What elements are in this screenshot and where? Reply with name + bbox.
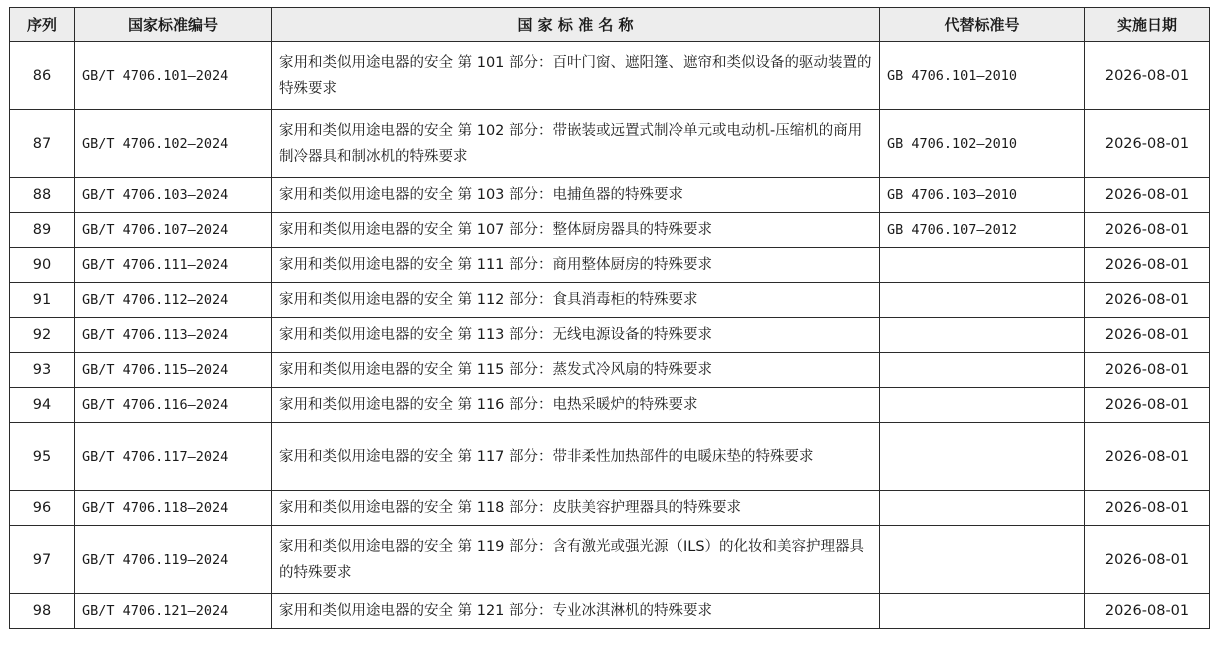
- cell-standard-name: 家用和类似用途电器的安全 第 113 部分：无线电源设备的特殊要求: [272, 318, 880, 353]
- table-row: [10, 42, 1210, 110]
- cell-standard-code: GB/T 4706.112—2024: [75, 283, 272, 318]
- cell-replaced-standard: GB 4706.101—2010: [880, 42, 1085, 110]
- cell-effective-date: 2026-08-01: [1085, 283, 1210, 318]
- cell-standard-name: 家用和类似用途电器的安全 第 101 部分：百叶门窗、遮阳篷、遮帘和类似设备的驱动装置的特殊要求: [272, 42, 880, 110]
- header-standard-name: 国 家 标 准 名 称: [272, 8, 880, 42]
- table-row: [10, 318, 1210, 353]
- cell-standard-name: 家用和类似用途电器的安全 第 112 部分：食具消毒柜的特殊要求: [272, 283, 880, 318]
- header-effective-date: 实施日期: [1085, 8, 1210, 42]
- cell-replaced-standard: [880, 388, 1085, 423]
- cell-effective-date: 2026-08-01: [1085, 388, 1210, 423]
- table-row: [10, 353, 1210, 388]
- cell-replaced-standard: [880, 491, 1085, 526]
- table-row: [10, 110, 1210, 178]
- cell-effective-date: 2026-08-01: [1085, 248, 1210, 283]
- table-row: [10, 423, 1210, 491]
- cell-standard-code: GB/T 4706.107—2024: [75, 213, 272, 248]
- cell-serial: 96: [10, 491, 75, 526]
- cell-serial: 92: [10, 318, 75, 353]
- cell-standard-code: GB/T 4706.111—2024: [75, 248, 272, 283]
- table-row: [10, 491, 1210, 526]
- cell-serial: 88: [10, 178, 75, 213]
- cell-standard-code: GB/T 4706.119—2024: [75, 526, 272, 594]
- cell-effective-date: 2026-08-01: [1085, 423, 1210, 491]
- cell-serial: 91: [10, 283, 75, 318]
- cell-replaced-standard: [880, 283, 1085, 318]
- cell-replaced-standard: GB 4706.102—2010: [880, 110, 1085, 178]
- cell-effective-date: 2026-08-01: [1085, 42, 1210, 110]
- cell-standard-name: 家用和类似用途电器的安全 第 111 部分：商用整体厨房的特殊要求: [272, 248, 880, 283]
- cell-standard-name: 家用和类似用途电器的安全 第 103 部分：电捕鱼器的特殊要求: [272, 178, 880, 213]
- cell-standard-code: GB/T 4706.102—2024: [75, 110, 272, 178]
- cell-replaced-standard: [880, 318, 1085, 353]
- table-row: [10, 283, 1210, 318]
- cell-effective-date: 2026-08-01: [1085, 491, 1210, 526]
- header-replaced-standard: 代替标准号: [880, 8, 1085, 42]
- cell-effective-date: 2026-08-01: [1085, 110, 1210, 178]
- standards-table-container: [9, 7, 1210, 629]
- table-row: [10, 213, 1210, 248]
- table-row: [10, 178, 1210, 213]
- cell-replaced-standard: [880, 594, 1085, 629]
- header-standard-code: 国家标准编号: [75, 8, 272, 42]
- cell-standard-name: 家用和类似用途电器的安全 第 121 部分：专业冰淇淋机的特殊要求: [272, 594, 880, 629]
- cell-serial: 97: [10, 526, 75, 594]
- cell-standard-name: 家用和类似用途电器的安全 第 116 部分：电热采暖炉的特殊要求: [272, 388, 880, 423]
- cell-effective-date: 2026-08-01: [1085, 213, 1210, 248]
- cell-standard-code: GB/T 4706.116—2024: [75, 388, 272, 423]
- cell-standard-name: 家用和类似用途电器的安全 第 115 部分：蒸发式冷风扇的特殊要求: [272, 353, 880, 388]
- cell-effective-date: 2026-08-01: [1085, 594, 1210, 629]
- cell-effective-date: 2026-08-01: [1085, 318, 1210, 353]
- cell-standard-code: GB/T 4706.103—2024: [75, 178, 272, 213]
- cell-standard-code: GB/T 4706.113—2024: [75, 318, 272, 353]
- cell-standard-name: 家用和类似用途电器的安全 第 119 部分：含有激光或强光源（ILS）的化妆和美容护理器具的特殊要求: [272, 526, 880, 594]
- cell-standard-code: GB/T 4706.118—2024: [75, 491, 272, 526]
- table-row: [10, 594, 1210, 629]
- cell-serial: 94: [10, 388, 75, 423]
- cell-effective-date: 2026-08-01: [1085, 178, 1210, 213]
- cell-standard-name: 家用和类似用途电器的安全 第 102 部分：带嵌装或远置式制冷单元或电动机-压缩机的商用制冷器具和制冰机的特殊要求: [272, 110, 880, 178]
- standards-table: [9, 7, 1210, 629]
- table-row: [10, 388, 1210, 423]
- table-row: [10, 248, 1210, 283]
- cell-serial: 93: [10, 353, 75, 388]
- header-serial: 序列: [10, 8, 75, 42]
- cell-serial: 95: [10, 423, 75, 491]
- cell-standard-code: GB/T 4706.117—2024: [75, 423, 272, 491]
- table-row: [10, 526, 1210, 594]
- cell-serial: 90: [10, 248, 75, 283]
- cell-replaced-standard: [880, 423, 1085, 491]
- cell-standard-code: GB/T 4706.101—2024: [75, 42, 272, 110]
- cell-replaced-standard: [880, 526, 1085, 594]
- cell-serial: 89: [10, 213, 75, 248]
- table-header-row: [10, 8, 1210, 42]
- cell-standard-name: 家用和类似用途电器的安全 第 117 部分：带非柔性加热部件的电暖床垫的特殊要求: [272, 423, 880, 491]
- cell-effective-date: 2026-08-01: [1085, 526, 1210, 594]
- cell-serial: 87: [10, 110, 75, 178]
- cell-serial: 86: [10, 42, 75, 110]
- cell-standard-code: GB/T 4706.121—2024: [75, 594, 272, 629]
- cell-replaced-standard: [880, 353, 1085, 388]
- cell-replaced-standard: [880, 248, 1085, 283]
- cell-serial: 98: [10, 594, 75, 629]
- cell-standard-name: 家用和类似用途电器的安全 第 107 部分：整体厨房器具的特殊要求: [272, 213, 880, 248]
- cell-replaced-standard: GB 4706.103—2010: [880, 178, 1085, 213]
- cell-standard-name: 家用和类似用途电器的安全 第 118 部分：皮肤美容护理器具的特殊要求: [272, 491, 880, 526]
- cell-standard-code: GB/T 4706.115—2024: [75, 353, 272, 388]
- cell-replaced-standard: GB 4706.107—2012: [880, 213, 1085, 248]
- cell-effective-date: 2026-08-01: [1085, 353, 1210, 388]
